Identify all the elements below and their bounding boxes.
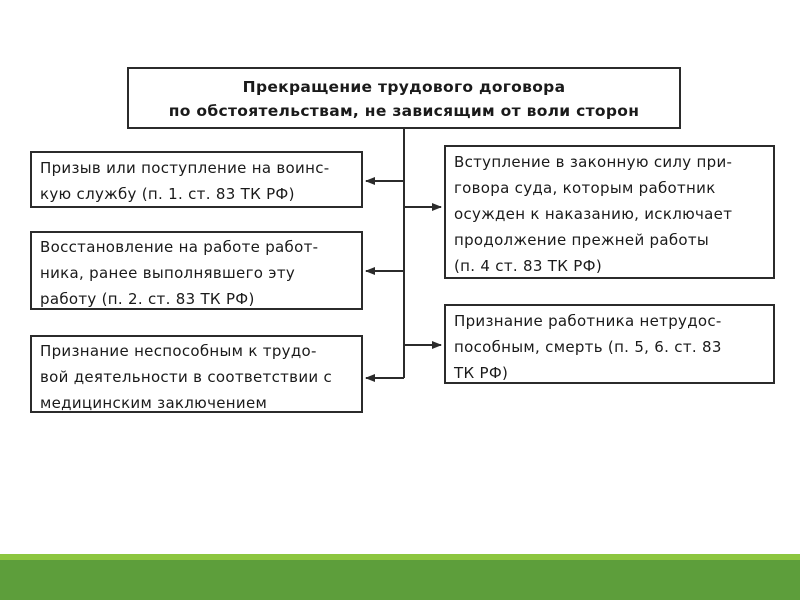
footer-band xyxy=(0,560,800,600)
right-box-disability-death xyxy=(444,304,775,384)
title-line-2: по обстоятельствам, не зависящим от воли сторон xyxy=(168,102,640,120)
box-text-line: ника, ранее выполнявшего эту xyxy=(40,264,296,282)
left-box-conscription xyxy=(30,151,363,208)
title-line-1: Прекращение трудового договора xyxy=(242,78,566,96)
box-text-line: работу (п. 2. ст. 83 ТК РФ) xyxy=(40,290,255,308)
left-box-reinstatement xyxy=(30,231,363,310)
box-text-line: Призыв или поступление на воинс- xyxy=(40,159,330,177)
box-text-line: вой деятельности в соответствии с xyxy=(40,368,333,386)
box-text-line: Вступление в законную силу при- xyxy=(454,153,733,171)
box-text-line: пособным, смерть (п. 5, 6. ст. 83 xyxy=(454,338,722,356)
box-text-line: кую службу (п. 1. ст. 83 ТК РФ) xyxy=(40,185,295,203)
box-text-line: (п. 4 ст. 83 ТК РФ) xyxy=(454,257,602,275)
box-text-line: ТК РФ) xyxy=(454,364,509,382)
box-text-line: Признание работника нетрудос- xyxy=(454,312,722,330)
box-text-line: Признание неспособным к трудо- xyxy=(40,342,317,360)
box-text-line: Восстановление на работе работ- xyxy=(40,238,319,256)
right-box-court-sentence xyxy=(444,145,775,279)
left-box-medical-incapacity xyxy=(30,335,363,413)
box-text-line: говора суда, которым работник xyxy=(454,179,716,197)
title-box xyxy=(127,67,681,129)
box-text-line: продолжение прежней работы xyxy=(454,231,710,249)
box-text-line: медицинским заключением xyxy=(40,394,268,412)
box-text-line: осужден к наказанию, исключает xyxy=(454,205,733,223)
